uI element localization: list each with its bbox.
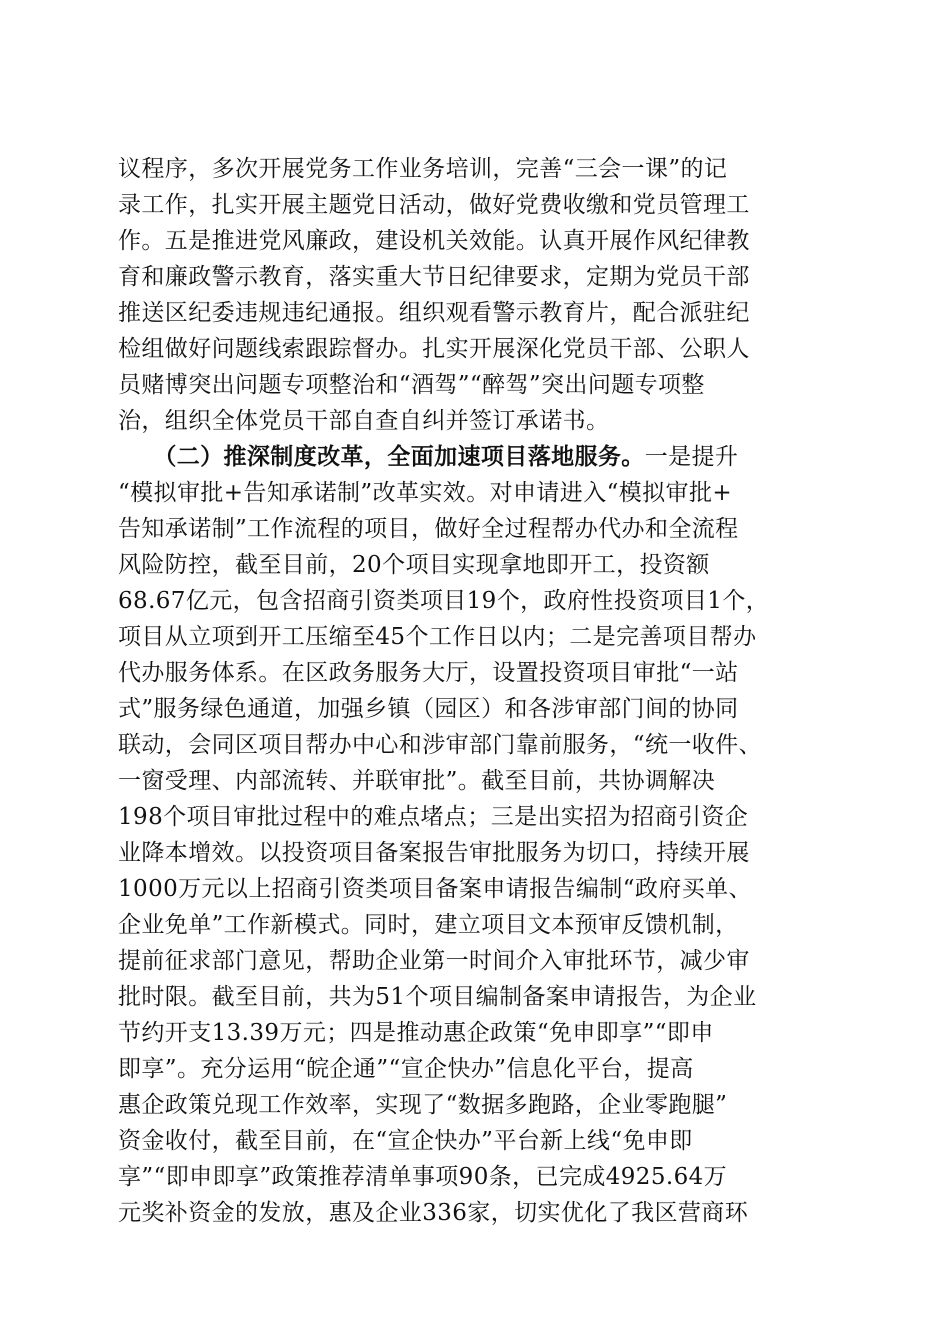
text-line: 提前征求部门意见，帮助企业第一时间介入审批环节，减少审 [118, 948, 750, 974]
text-line: 录工作，扎实开展主题党日活动，做好党费收缴和党员管理工 [118, 192, 750, 218]
body-text [118, 151, 838, 1231]
text-line: 一窗受理、内部流转、并联审批”。截至目前，共协调解决 [118, 768, 716, 794]
text-line: 惠企政策兑现工作效率，实现了“数据多跑路，企业零跑腿” [118, 1092, 728, 1118]
text-line: 代办服务体系。在区政务服务大厅，设置投资项目审批“一站 [118, 660, 739, 686]
text-line: 作。五是推进党风廉政，建设机关效能。认真开展作风纪律教 [118, 228, 750, 254]
text-line: 68.67亿元，包含招商引资类项目19个，政府性投资项目1个， [118, 588, 770, 614]
text-line: 育和廉政警示教育，落实重大节日纪律要求，定期为党员干部 [118, 264, 750, 290]
text-line: 批时限。截至目前，共为51个项目编制备案申请报告，为企业 [118, 984, 757, 1010]
text-line: 员赌博突出问题专项整治和“酒驾”“醉驾”突出问题专项整 [118, 372, 705, 398]
text-line: 式”服务绿色通道，加强乡镇（园区）和各涉审部门间的协同 [118, 696, 739, 722]
text-line: 企业免单”工作新模式。同时，建立项目文本预审反馈机制， [118, 912, 739, 938]
section-heading: （二）推深制度改革，全面加速项目落地服务。 [164, 443, 645, 470]
text-line: 198个项目审批过程中的难点堵点；三是出实招为招商引资企 [118, 804, 749, 830]
text-line: 告知承诺制”工作流程的项目，做好全过程帮办代办和全流程 [118, 516, 739, 542]
text-line: 享”“即申即享”政策推荐清单事项90条，已完成4925.64万 [118, 1164, 728, 1190]
text-line: 1000万元以上招商引资类项目备案申请报告编制“政府买单、 [118, 876, 752, 902]
text-line: 检组做好问题线索跟踪督办。扎实开展深化党员干部、公职人 [118, 336, 750, 362]
text-line: 风险防控，截至目前，20个项目实现拿地即开工，投资额 [118, 552, 710, 578]
section-heading-line [118, 439, 838, 475]
paragraph-indent [118, 444, 165, 470]
text-line: 治，组织全体党员干部自查自纠并签订承诺书。 [118, 408, 610, 434]
text-line: 节约开支13.39万元；四是推动惠企政策“免申即享”“即申 [118, 1020, 714, 1046]
text-line: 推送区纪委违规违纪通报。组织观看警示教育片，配合派驻纪 [118, 300, 750, 326]
text-line: “模拟审批+告知承诺制”改革实效。对申请进入“模拟审批+ [118, 480, 733, 506]
text-line: 议程序，多次开展党务工作业务培训，完善“三会一课”的记 [118, 156, 728, 182]
text-line: 资金收付，截至目前，在“宣企快办”平台新上线“免申即 [118, 1128, 693, 1154]
text-line: 即享”。充分运用“皖企通”“宣企快办”信息化平台，提高 [118, 1056, 694, 1082]
text-line: 元奖补资金的发放，惠及企业336家，切实优化了我区营商环 [118, 1200, 749, 1226]
text-line: 联动，会同区项目帮办中心和涉审部门靠前服务，“统一收件、 [118, 732, 762, 758]
text-line: 业降本增效。以投资项目备案报告审批服务为切口，持续开展 [118, 840, 750, 866]
section-heading-continuation: 一是提升 [644, 444, 739, 470]
text-line: 项目从立项到开工压缩至45个工作日以内；二是完善项目帮办 [118, 624, 757, 650]
